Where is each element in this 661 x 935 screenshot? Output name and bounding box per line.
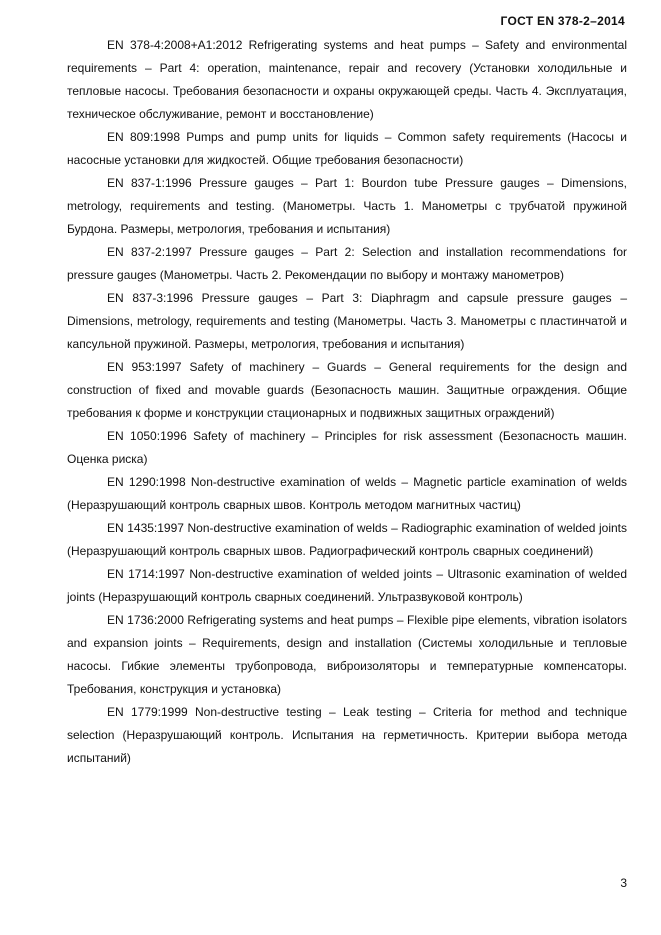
- reference-item: EN 837-3:1996 Pressure gauges – Part 3: Diaphragm and capsule pressure gauges – Dimensions, metrology, requirements and testing (Манометры. Часть 3. Манометры с пластинчатой и капсульной пружиной. Размеры, метрология, требования и испытания): [67, 291, 627, 351]
- reference-item: EN 953:1997 Safety of machinery – Guards – General requirements for the design and construction of fixed and movable guards (Безопасность машин. Защитные ограждения. Общие требования к форме и конструкции стационарных и подвижных защитных ограждений): [67, 360, 627, 420]
- reference-item: EN 837-2:1997 Pressure gauges – Part 2: Selection and installation recommendations for pressure gauges (Манометры. Часть 2. Рекомендации по выбору и монтажу манометров): [67, 245, 627, 282]
- standard-code-header: ГОСТ EN 378-2–2014: [500, 14, 625, 28]
- reference-item: EN 1290:1998 Non-destructive examination of welds – Magnetic particle examination of welds (Неразрушающий контроль сварных швов. Контроль методом магнитных частиц): [67, 475, 627, 512]
- reference-item: EN 1736:2000 Refrigerating systems and heat pumps – Flexible pipe elements, vibration isolators and expansion joints – Requirements, design and installation (Системы холодильные и тепловые насосы. Гибкие элементы трубопровода, виброизоляторы и температурные компенсаторы. Требования, конструкция и установка): [67, 613, 627, 696]
- reference-item: EN 809:1998 Pumps and pump units for liquids – Common safety requirements (Насосы и насосные установки для жидкостей. Общие требования безопасности): [67, 130, 627, 167]
- page-number: 3: [620, 876, 627, 890]
- reference-item: EN 378-4:2008+A1:2012 Refrigerating systems and heat pumps – Safety and environmental requirements – Part 4: operation, maintenance, repair and recovery (Установки холодильные и тепловые насосы. Требования безопасности и охраны окружающей среды. Часть 4. Эксплуатация, техническое обслуживание, ремонт и восстановление): [67, 38, 627, 121]
- reference-item: EN 1714:1997 Non-destructive examination of welded joints – Ultrasonic examination of welded joints (Неразрушающий контроль сварных соединений. Ультразвуковой контроль): [67, 567, 627, 604]
- reference-item: EN 1779:1999 Non-destructive testing – Leak testing – Criteria for method and technique selection (Неразрушающий контроль. Испытания на герметичность. Критерии выбора метода испытаний): [67, 705, 627, 765]
- reference-item: EN 1050:1996 Safety of machinery – Principles for risk assessment (Безопасность машин. Оценка риска): [67, 429, 627, 466]
- normative-references-list: [67, 34, 627, 770]
- reference-item: EN 1435:1997 Non-destructive examination of welds – Radiographic examination of welded joints (Неразрушающий контроль сварных швов. Радиографический контроль сварных соединений): [67, 521, 627, 558]
- reference-item: EN 837-1:1996 Pressure gauges – Part 1: Bourdon tube Pressure gauges – Dimensions, metrology, requirements and testing. (Манометры. Часть 1. Манометры с трубчатой пружиной Бурдона. Размеры, метрология, требования и испытания): [67, 176, 627, 236]
